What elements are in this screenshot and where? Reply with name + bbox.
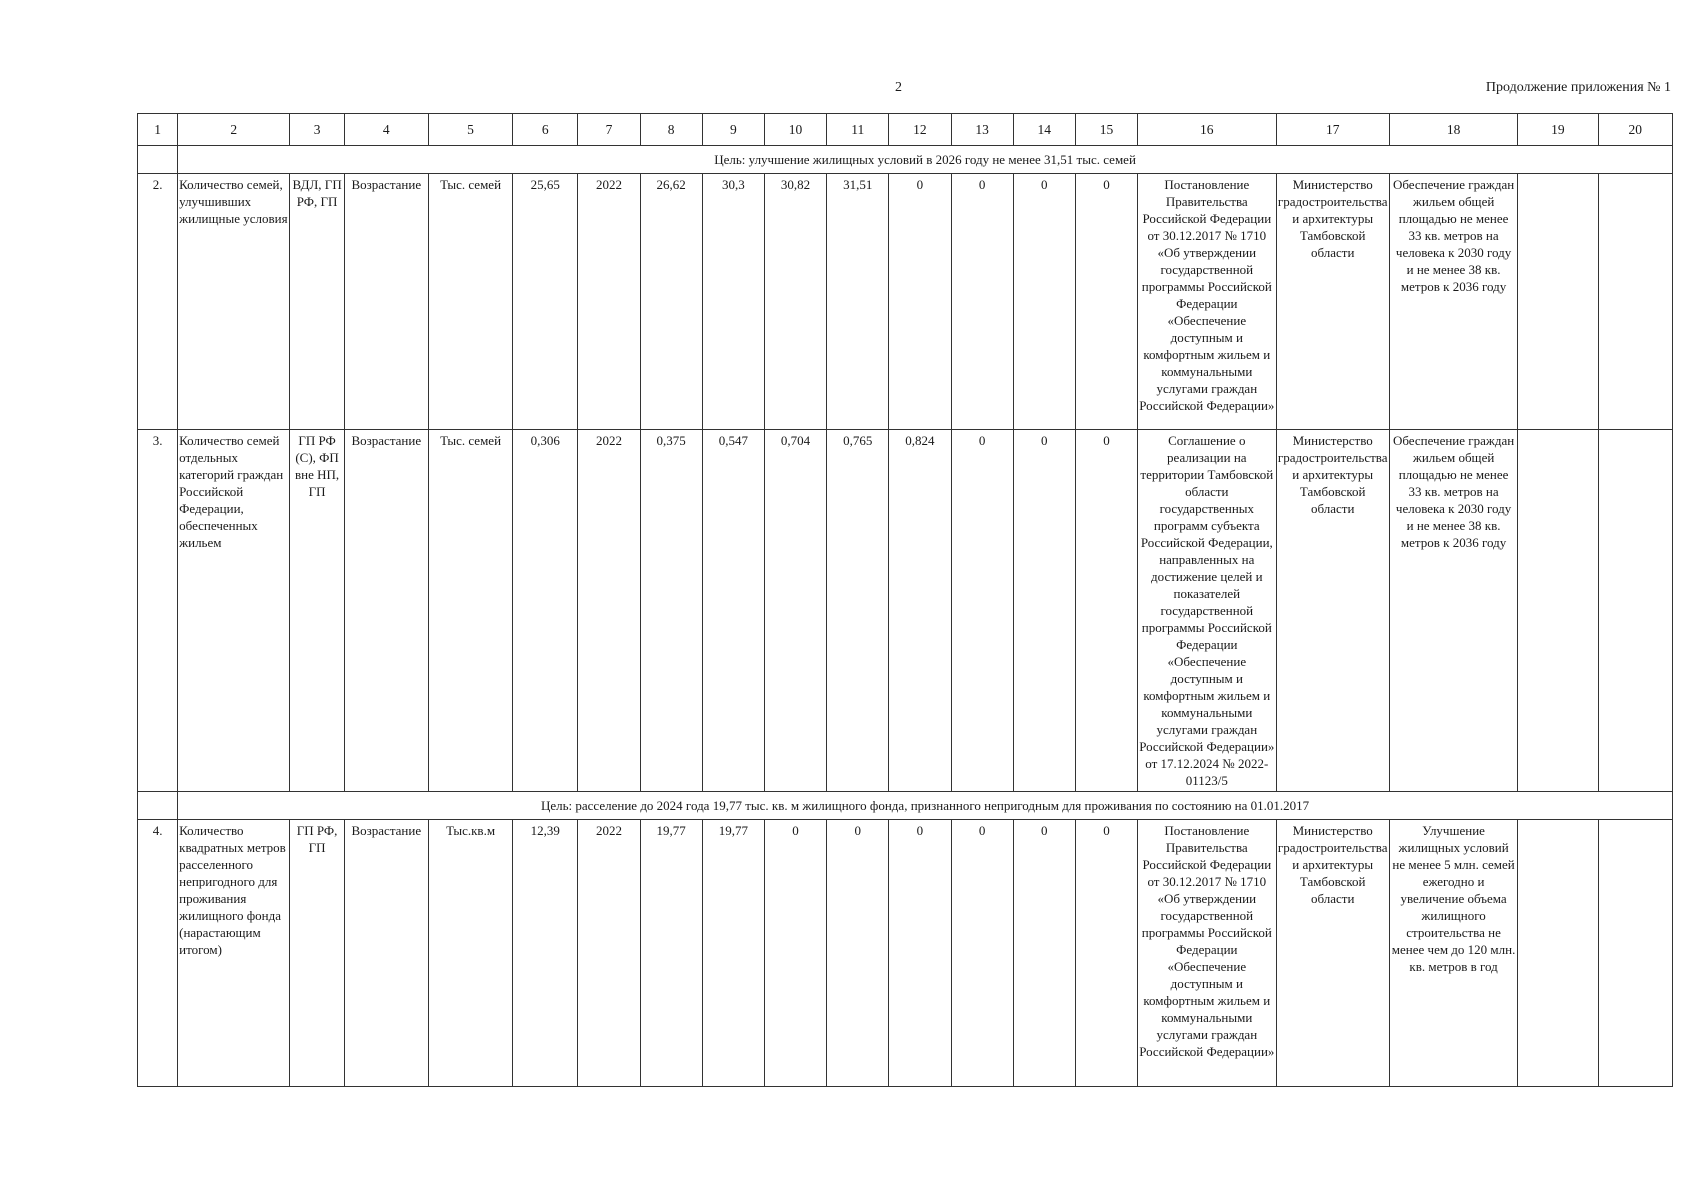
value-col-14: 0 — [1013, 430, 1075, 792]
header-cell: 12 — [889, 114, 951, 146]
base-value: 0,306 — [513, 430, 578, 792]
value-col-11: 31,51 — [827, 174, 889, 430]
value-col-12: 0 — [889, 820, 951, 1087]
base-year: 2022 — [578, 174, 640, 430]
base-year: 2022 — [578, 820, 640, 1087]
trend: Возрастание — [344, 430, 428, 792]
regulatory-document: Соглашение о реализации на территории Тамбовской области государственных программ субъекта Российской Федерации, направленных на достижение целей и показателей государственной программы Российской Федерации «Обеспечение доступным и комфортным жильем и коммунальными услугами граждан Российской Федерации» от 17.12.2024 № 2022-01123/5 — [1138, 430, 1276, 792]
cell-19 — [1518, 820, 1598, 1087]
goal-row-blank — [138, 792, 178, 820]
header-cell: 1 — [138, 114, 178, 146]
value-col-9: 0,547 — [702, 430, 764, 792]
header-cell: 3 — [290, 114, 344, 146]
responsible-body: Министерство градостроительства и архитектуры Тамбовской области — [1276, 820, 1389, 1087]
value-col-10: 30,82 — [764, 174, 826, 430]
header-cell: 17 — [1276, 114, 1389, 146]
header-cell: 9 — [702, 114, 764, 146]
table-row — [138, 174, 1673, 430]
cell-20 — [1598, 820, 1672, 1087]
base-value: 12,39 — [513, 820, 578, 1087]
regulatory-document: Постановление Правительства Российской Федерации от 30.12.2017 № 1710 «Об утверждении государственной программы Российской Федерации «Обеспечение доступным и комфортным жильем и коммунальными услугами граждан Российской Федерации» — [1138, 820, 1276, 1087]
base-year: 2022 — [578, 430, 640, 792]
cell-19 — [1518, 174, 1598, 430]
value-col-11: 0,765 — [827, 430, 889, 792]
goal-text: Цель: улучшение жилищных условий в 2026 году не менее 31,51 тыс. семей — [178, 146, 1673, 174]
header-cell: 15 — [1075, 114, 1137, 146]
value-col-8: 26,62 — [640, 174, 702, 430]
unit: Тыс. семей — [428, 174, 512, 430]
value-col-12: 0,824 — [889, 430, 951, 792]
national-goal-link: Обеспечение граждан жильем общей площадью не менее 33 кв. метров на человека к 2030 году и не менее 38 кв. метров к 2036 году — [1389, 174, 1517, 430]
appendix-continuation-note: Продолжение приложения № 1 — [1485, 80, 1671, 95]
national-goal-link: Обеспечение граждан жильем общей площадью не менее 33 кв. метров на человека к 2030 году и не менее 38 кв. метров к 2036 году — [1389, 430, 1517, 792]
header-cell: 11 — [827, 114, 889, 146]
value-col-9: 19,77 — [702, 820, 764, 1087]
value-col-13: 0 — [951, 174, 1013, 430]
responsible-body: Министерство градостроительства и архитектуры Тамбовской области — [1276, 174, 1389, 430]
page-number: 2 — [895, 80, 902, 95]
cell-20 — [1598, 430, 1672, 792]
goal-row-blank — [138, 146, 178, 174]
table-row — [138, 430, 1673, 792]
value-col-15: 0 — [1075, 430, 1137, 792]
header-cell: 20 — [1598, 114, 1672, 146]
indicator-level: ВДЛ, ГП РФ, ГП — [290, 174, 344, 430]
value-col-10: 0 — [764, 820, 826, 1087]
indicator-name: Количество семей отдельных категорий граждан Российской Федерации, обеспеченных жильем — [178, 430, 290, 792]
value-col-13: 0 — [951, 820, 1013, 1087]
row-number: 4. — [138, 820, 178, 1087]
header-cell: 10 — [764, 114, 826, 146]
header-cell: 2 — [178, 114, 290, 146]
header-cell: 6 — [513, 114, 578, 146]
header-cell: 14 — [1013, 114, 1075, 146]
value-col-15: 0 — [1075, 820, 1137, 1087]
value-col-11: 0 — [827, 820, 889, 1087]
header-cell: 18 — [1389, 114, 1517, 146]
value-col-13: 0 — [951, 430, 1013, 792]
indicator-level: ГП РФ (С), ФП вне НП, ГП — [290, 430, 344, 792]
table-row — [138, 820, 1673, 1087]
indicators-table — [137, 113, 1673, 1087]
unit: Тыс.кв.м — [428, 820, 512, 1087]
header-row — [138, 114, 1673, 146]
header-cell: 19 — [1518, 114, 1598, 146]
value-col-10: 0,704 — [764, 430, 826, 792]
goal-row — [138, 146, 1673, 174]
value-col-8: 19,77 — [640, 820, 702, 1087]
value-col-14: 0 — [1013, 174, 1075, 430]
row-number: 2. — [138, 174, 178, 430]
row-number: 3. — [138, 430, 178, 792]
header-cell: 13 — [951, 114, 1013, 146]
value-col-8: 0,375 — [640, 430, 702, 792]
regulatory-document: Постановление Правительства Российской Федерации от 30.12.2017 № 1710 «Об утверждении государственной программы Российской Федерации «Обеспечение доступным и комфортным жильем и коммунальными услугами граждан Российской Федерации» — [1138, 174, 1276, 430]
value-col-15: 0 — [1075, 174, 1137, 430]
indicator-name: Количество семей, улучшивших жилищные условия — [178, 174, 290, 430]
goal-text: Цель: расселение до 2024 года 19,77 тыс. кв. м жилищного фонда, признанного непригодным для проживания по состоянию на 01.01.2017 — [178, 792, 1673, 820]
indicator-level: ГП РФ, ГП — [290, 820, 344, 1087]
cell-20 — [1598, 174, 1672, 430]
value-col-14: 0 — [1013, 820, 1075, 1087]
header-cell: 8 — [640, 114, 702, 146]
trend: Возрастание — [344, 820, 428, 1087]
responsible-body: Министерство градостроительства и архитектуры Тамбовской области — [1276, 430, 1389, 792]
cell-19 — [1518, 430, 1598, 792]
goal-row — [138, 792, 1673, 820]
value-col-12: 0 — [889, 174, 951, 430]
trend: Возрастание — [344, 174, 428, 430]
value-col-9: 30,3 — [702, 174, 764, 430]
header-cell: 5 — [428, 114, 512, 146]
unit: Тыс. семей — [428, 430, 512, 792]
header-cell: 4 — [344, 114, 428, 146]
header-cell: 16 — [1138, 114, 1276, 146]
national-goal-link: Улучшение жилищных условий не менее 5 млн. семей ежегодно и увеличение объема жилищного строительства не менее чем до 120 млн. кв. метров в год — [1389, 820, 1517, 1087]
header-cell: 7 — [578, 114, 640, 146]
indicator-name: Количество квадратных метров расселенного непригодного для проживания жилищного фонда (нарастающим итогом) — [178, 820, 290, 1087]
base-value: 25,65 — [513, 174, 578, 430]
